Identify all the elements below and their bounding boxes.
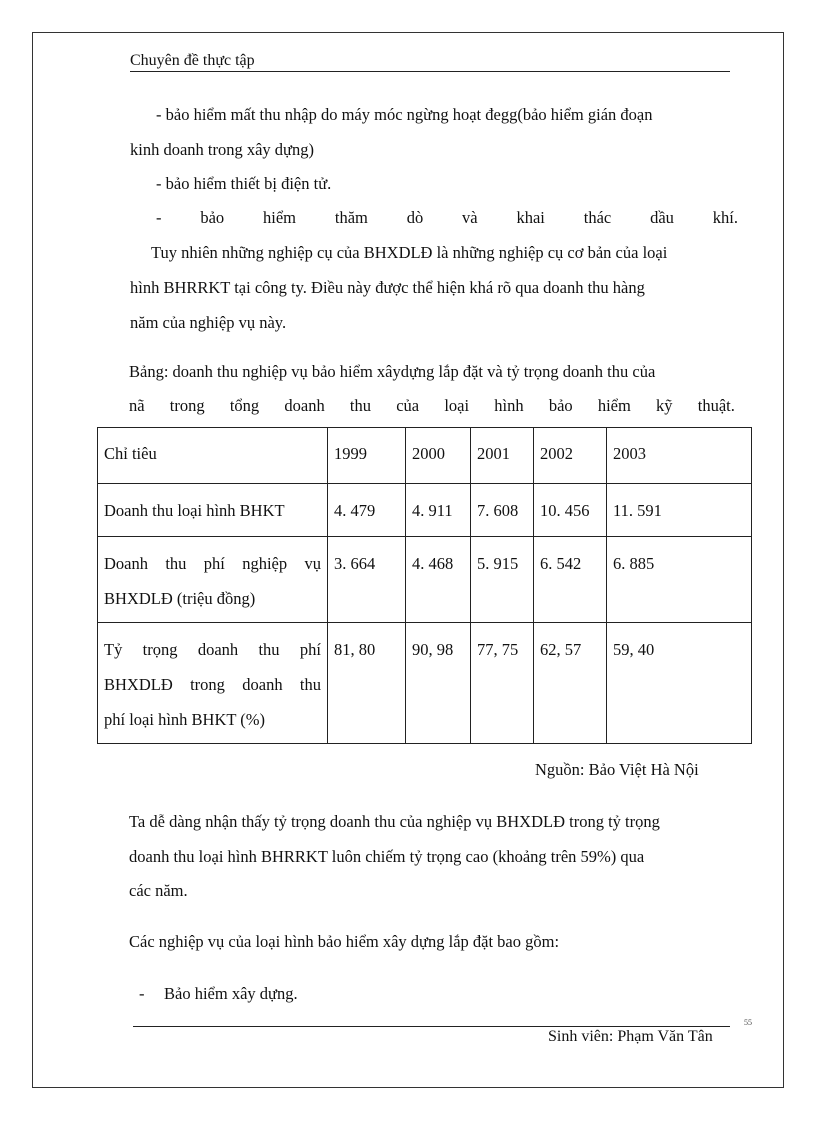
table-header-cell: Chỉ tiêu <box>98 428 328 484</box>
word: dò <box>406 208 424 227</box>
header-rule <box>130 71 730 72</box>
table-header-cell: 2003 <box>607 428 752 484</box>
word: thu <box>165 554 187 573</box>
table-row <box>98 484 752 537</box>
row-label-line <box>104 632 321 667</box>
table-cell: 5. 915 <box>471 537 534 623</box>
bullet-item: Bảo hiểm xây dựng. <box>164 984 298 1003</box>
row-label-cell <box>98 537 328 623</box>
word: thu <box>258 640 280 659</box>
word: Tỷ <box>104 640 123 659</box>
word: hiểm <box>597 396 631 415</box>
word: doanh <box>284 396 325 415</box>
paragraph-line: hình BHRRKT tại công ty. Điều này được thể hiện khá rõ qua doanh thu hàng <box>130 278 645 297</box>
word: bảo <box>200 208 225 227</box>
table-cell: 6. 885 <box>607 537 752 623</box>
table-cell: 7. 608 <box>471 484 534 537</box>
word: trọng <box>142 640 178 659</box>
word: thăm <box>334 208 368 227</box>
row-label-line <box>104 667 321 702</box>
paragraph-line: các năm. <box>129 881 188 900</box>
word: hình <box>494 396 524 415</box>
paragraph-line: doanh thu loại hình BHRRKT luôn chiếm tỷ trọng cao (khoảng trên 59%) qua <box>129 847 645 866</box>
table-cell: 3. 664 <box>328 537 406 623</box>
paragraph-line: - bảo hiểm thiết bị điện tử. <box>156 174 332 193</box>
footer-author: Sinh viên: Phạm Văn Tân <box>548 1028 713 1045</box>
word: thuật. <box>697 396 735 415</box>
word: loại <box>444 396 470 415</box>
row-label-cell <box>98 484 328 537</box>
word: hiểm <box>263 208 297 227</box>
table-header-row <box>98 428 752 484</box>
table-cell: 77, 75 <box>471 623 534 744</box>
table-cell: 90, 98 <box>406 623 471 744</box>
word: trong <box>169 396 205 415</box>
row-label-line <box>104 546 321 581</box>
table-caption-line <box>129 395 735 417</box>
paragraph-line: năm của nghiệp vụ này. <box>130 313 287 332</box>
table-cell: 4. 911 <box>406 484 471 537</box>
source-note: Nguồn: Bảo Việt Hà Nội <box>535 760 699 779</box>
page-number: 55 <box>744 1018 752 1027</box>
bullet-marker: - <box>139 984 145 1003</box>
footer-rule <box>133 1026 730 1027</box>
paragraph-line: Tuy nhiên những nghiệp cụ của BHXDLĐ là những nghiệp cụ cơ bản của loại <box>151 243 668 262</box>
paragraph-line: Các nghiệp vụ của loại hình bảo hiểm xây dựng lắp đặt bao gồm: <box>129 932 560 951</box>
revenue-table <box>97 427 752 744</box>
word: dầu <box>650 208 674 227</box>
table-cell: 4. 468 <box>406 537 471 623</box>
word: Doanh <box>104 554 148 573</box>
word: thác <box>583 208 612 227</box>
table-cell: 11. 591 <box>607 484 752 537</box>
table-cell: 62, 57 <box>534 623 607 744</box>
paragraph-line: kinh doanh trong xây dựng) <box>130 140 314 159</box>
table-cell: 81, 80 <box>328 623 406 744</box>
table-header-cell: 2002 <box>534 428 607 484</box>
word: vụ <box>304 554 321 573</box>
word: phí <box>203 554 225 573</box>
word: doanh <box>242 675 283 694</box>
word: kỹ <box>656 396 673 415</box>
word: và <box>462 208 478 227</box>
table-cell: 59, 40 <box>607 623 752 744</box>
table-cell: 6. 542 <box>534 537 607 623</box>
word: - <box>156 208 162 227</box>
paragraph-line: - bảo hiểm mất thu nhập do máy móc ngừng hoạt đegg(bảo hiểm gián đoạn <box>156 105 653 124</box>
page-header-title: Chuyên đề thực tập <box>130 52 255 69</box>
table-header-cell: 2000 <box>406 428 471 484</box>
word: khí. <box>712 208 738 227</box>
table-row <box>98 537 752 623</box>
word: nghiệp <box>242 554 288 573</box>
word: phí <box>299 640 321 659</box>
row-label-line: BHXDLĐ (triệu đồng) <box>104 589 256 608</box>
table-header-cell: 1999 <box>328 428 406 484</box>
paragraph-line: Ta dễ dàng nhận thấy tỷ trọng doanh thu của nghiệp vụ BHXDLĐ trong tỷ trọng <box>129 812 660 831</box>
word: nã <box>129 396 145 415</box>
table-cell: 4. 479 <box>328 484 406 537</box>
word: doanh <box>197 640 239 659</box>
word: thu <box>349 396 371 415</box>
word: thu <box>299 675 321 694</box>
table-header-cell: 2001 <box>471 428 534 484</box>
word: BHXDLĐ <box>104 675 173 694</box>
row-label-line: phí loại hình BHKT (%) <box>104 710 266 729</box>
word: khai <box>516 208 545 227</box>
row-label-cell <box>98 623 328 744</box>
word: của <box>396 396 420 415</box>
word: tổng <box>229 396 260 415</box>
table-caption-line: Bảng: doanh thu nghiệp vụ bảo hiểm xâydựng lắp đặt và tỷ trọng doanh thu của <box>129 362 656 381</box>
justified-paragraph-line <box>156 207 738 229</box>
table-cell: 10. 456 <box>534 484 607 537</box>
word: trong <box>190 675 225 694</box>
table-row <box>98 623 752 744</box>
row-label-line: Doanh thu loại hình BHKT <box>104 501 285 520</box>
word: bảo <box>548 396 573 415</box>
